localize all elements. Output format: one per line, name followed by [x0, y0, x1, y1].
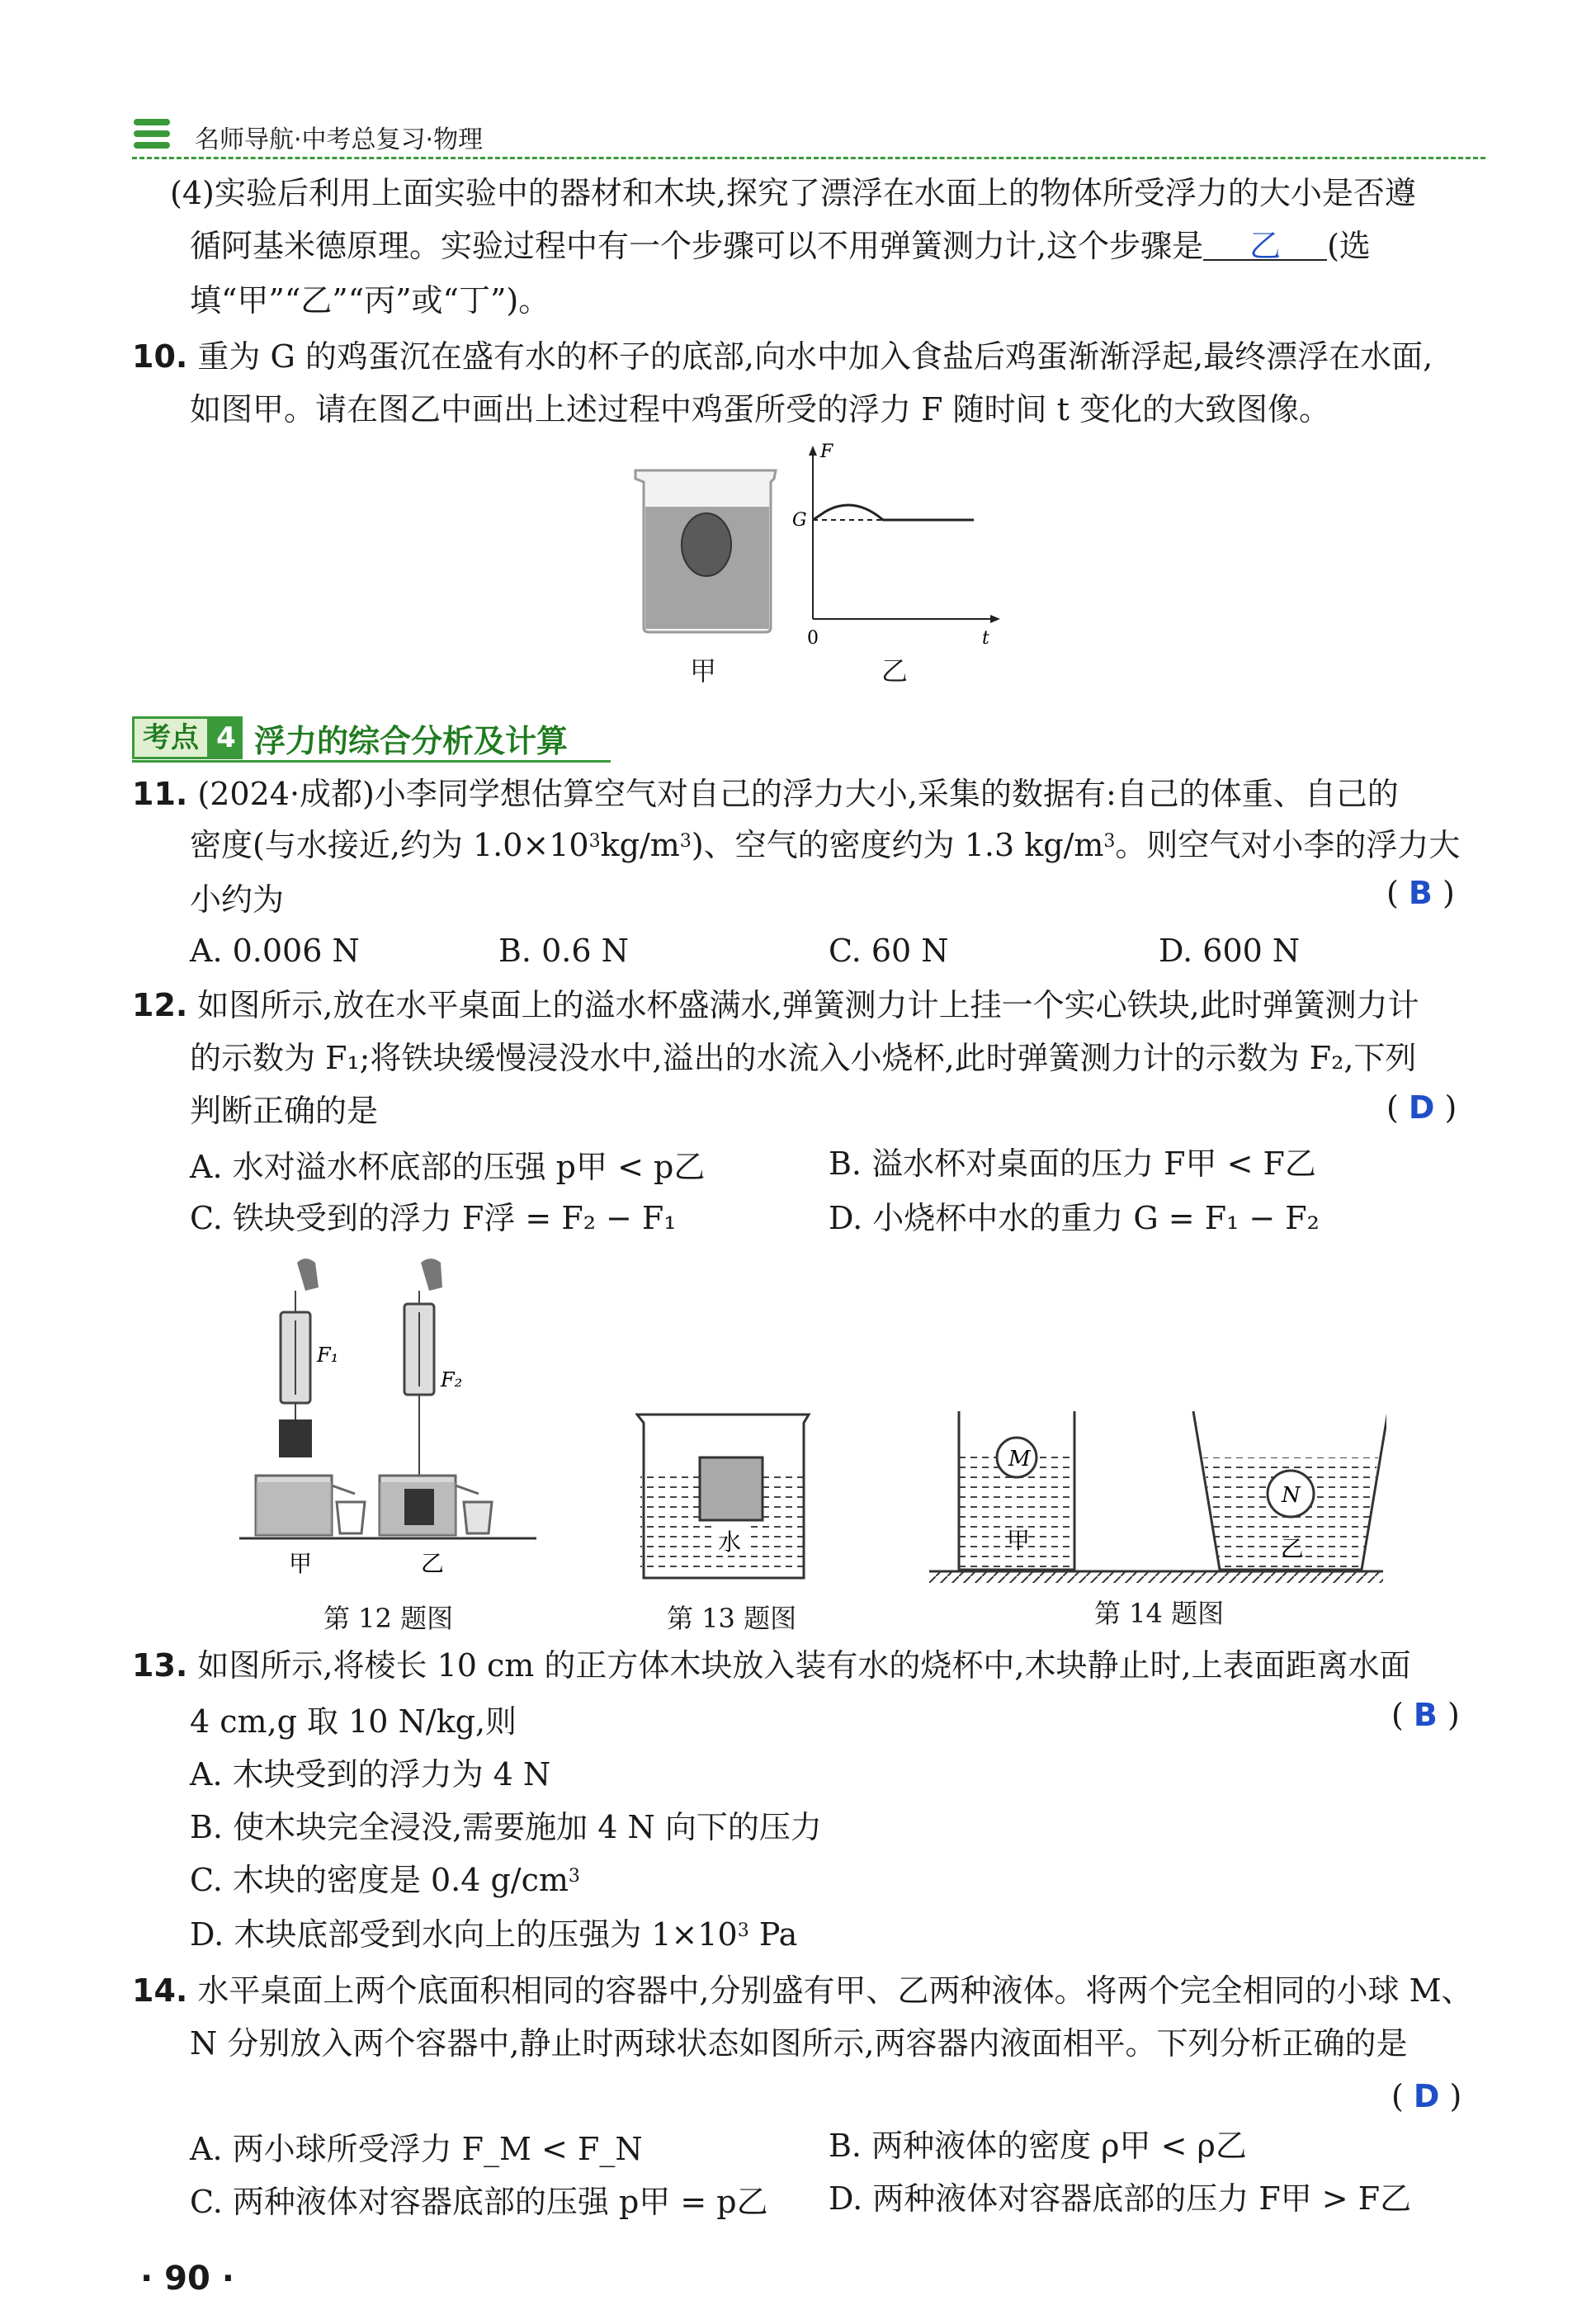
spring-scale-left [279, 1259, 319, 1457]
q13-option-d-text: D. 木块底部受到水向上的压强为 1×10 [190, 1916, 738, 1953]
q11-option-d: D. 600 N [1159, 933, 1301, 969]
q11-sup3: 3 [1103, 831, 1116, 852]
fig14-jia-label: 甲 [1007, 1527, 1031, 1554]
fig12-f2-label: F₂ [441, 1368, 463, 1391]
overflow-cup-right [380, 1476, 492, 1535]
header-logo [132, 116, 173, 154]
q14-line1 [132, 1971, 1473, 2010]
section-underline [132, 760, 611, 763]
q10-line1 [132, 337, 1433, 376]
q14-line2: N 分别放入两个容器中,静止时两球状态如图所示,两容器内液面相平。下列分析正确的是 [190, 2025, 1408, 2062]
axis-t-label: t [982, 628, 989, 649]
fig13-caption: 第 13 题图 [667, 1603, 797, 1634]
page-number: · 90 · [140, 2260, 234, 2298]
q11-line3: 小约为 [190, 881, 285, 918]
q14-option-d: D. 两种液体对容器底部的压力 F甲 > F乙 [829, 2180, 1412, 2217]
q11-text2c: )、空气的密度约为 1.3 kg/m [691, 827, 1104, 863]
axis-origin-label: 0 [807, 628, 819, 649]
q13-answer: B [1413, 1697, 1438, 1733]
q9-line1: (4)实验后利用上面实验中的器材和木块,探究了漂浮在水面上的物体所受浮力的大小是否遵 [170, 175, 1416, 211]
q11-answer-bracket: ( B ) [1386, 875, 1455, 911]
q13-answer-bracket: ( B ) [1391, 1697, 1460, 1733]
q12-option-a: A. 水对溢水杯底部的压强 p甲 < p乙 [190, 1149, 706, 1185]
section-title: 浮力的综合分析及计算 [254, 722, 569, 759]
spring-scale-right [404, 1259, 442, 1489]
q13-option-d [190, 1915, 797, 1954]
q9-line2-end: (选 [1327, 228, 1371, 264]
q10-number: 10. [132, 338, 188, 375]
q12-answer-bracket: ( D ) [1386, 1089, 1457, 1126]
q14-option-a: A. 两小球所受浮力 F_M < F_N [190, 2131, 643, 2167]
q9-answer: 乙 [1203, 226, 1327, 261]
q13-option-a: A. 木块受到的浮力为 4 N [190, 1756, 551, 1793]
fig14-m-label: M [1008, 1447, 1031, 1471]
q12-option-d: D. 小烧杯中水的重力 G = F₁ − F₂ [829, 1200, 1320, 1236]
q10-text1: 重为 G 的鸡蛋沉在盛有水的杯子的底部,向水中加入食盐后鸡蛋渐渐浮起,最终漂浮在水面, [197, 338, 1433, 375]
q10-fig-label-yi: 乙 [881, 655, 909, 687]
q11-text2a: 密度(与水接近,约为 1.0×10 [190, 827, 589, 863]
q11-sup2: 3 [679, 831, 692, 852]
header-divider [132, 157, 1485, 159]
q12-line2: 的示数为 F₁;将铁块缓慢浸没水中,溢出的水流入小烧杯,此时弹簧测力计的示数为 F₂,下列 [190, 1040, 1417, 1076]
wood-block [700, 1457, 763, 1520]
q12-text1: 如图所示,放在水平桌面上的溢水杯盛满水,弹簧测力计上挂一个实心铁块,此时弹簧测力计 [197, 987, 1419, 1023]
overflow-cup-left [256, 1476, 365, 1535]
q14-answer: D [1413, 2078, 1440, 2114]
fig14-caption: 第 14 题图 [1094, 1598, 1225, 1629]
q13-number: 13. [132, 1647, 188, 1684]
q12-option-b: B. 溢水杯对桌面的压力 F甲 < F乙 [829, 1145, 1316, 1182]
q11-number: 11. [132, 776, 188, 812]
logo-icon [132, 116, 173, 154]
q13-text1: 如图所示,将棱长 10 cm 的正方体木块放入装有水的烧杯中,木块静止时,上表面距离水面 [197, 1647, 1411, 1684]
q14-answer-bracket: ( D ) [1391, 2078, 1462, 2114]
fig14-yi-label: 乙 [1281, 1535, 1305, 1562]
q14-number: 14. [132, 1972, 188, 2009]
q13-line2: 4 cm,g 取 10 N/kg,则 [190, 1703, 517, 1740]
fig12-jia-label: 甲 [289, 1550, 313, 1577]
q14-figure [924, 1403, 1386, 1585]
q12-line3: 判断正确的是 [190, 1093, 379, 1129]
q10-line2: 如图甲。请在图乙中画出上述过程中鸡蛋所受的浮力 F 随时间 t 变化的大致图像。 [190, 391, 1330, 427]
fig12-caption: 第 12 题图 [323, 1603, 454, 1634]
q11-option-a: A. 0.006 N [190, 933, 360, 969]
q9-line2 [190, 226, 1371, 266]
beaker-with-egg [635, 470, 776, 632]
q11-line2 [190, 825, 1460, 865]
q13-option-c [190, 1860, 580, 1900]
q11-sup1: 3 [588, 831, 601, 852]
axis-f-label: F [820, 442, 833, 462]
q14-option-b: B. 两种液体的密度 ρ甲 < ρ乙 [829, 2128, 1247, 2164]
section-header [132, 716, 568, 759]
q10-fig-label-jia: 甲 [690, 655, 717, 687]
q11-text2b: kg/m [600, 827, 680, 863]
q10-figure [627, 437, 1023, 693]
q12-number: 12. [132, 987, 188, 1023]
q12-line1 [132, 985, 1419, 1025]
q11-option-c: C. 60 N [829, 933, 949, 969]
q13-option-c-text: C. 木块的密度是 0.4 g/cm [190, 1862, 569, 1898]
section-tag: 考点 [132, 716, 210, 759]
q11-line1 [132, 774, 1399, 814]
q9-line3: 填“甲”“乙”“丙”或“丁”)。 [190, 282, 550, 319]
axis-g-label: G [792, 510, 807, 531]
q13-figure [635, 1403, 817, 1585]
fig12-f1-label: F₁ [317, 1344, 339, 1367]
q12-figure [239, 1254, 553, 1585]
q12-option-c: C. 铁块受到的浮力 F浮 = F₂ − F₁ [190, 1200, 677, 1236]
q11-answer: B [1408, 875, 1433, 911]
q13-option-d-sup: 3 [737, 1920, 749, 1941]
f-t-graph [809, 446, 1000, 623]
fig14-n-label: N [1282, 1483, 1301, 1508]
q13-option-d-end: Pa [748, 1916, 798, 1953]
q13-line1 [132, 1646, 1411, 1685]
fig13-water-label: 水 [718, 1528, 742, 1556]
fig12-yi-label: 乙 [421, 1550, 445, 1577]
q12-answer: D [1408, 1089, 1435, 1126]
q14-text1: 水平桌面上两个底面积相同的容器中,分别盛有甲、乙两种液体。将两个完全相同的小球 M、 [197, 1972, 1473, 2009]
q14-option-c: C. 两种液体对容器底部的压强 p甲 = p乙 [190, 2184, 768, 2220]
q13-option-b: B. 使木块完全浸没,需要施加 4 N 向下的压力 [190, 1809, 822, 1845]
section-number: 4 [210, 716, 243, 759]
q11-text1: (2024·成都)小李同学想估算空气对自己的浮力大小,采集的数据有:自己的体重、自己的 [197, 776, 1399, 812]
q13-option-c-sup: 3 [568, 1866, 580, 1887]
q9-line2-text: 循阿基米德原理。实验过程中有一个步骤可以不用弹簧测力计,这个步骤是 [190, 228, 1204, 264]
q11-text2d: 。则空气对小李的浮力大 [1115, 827, 1461, 863]
header-title: 名师导航·中考总复习·物理 [195, 125, 484, 154]
q11-option-b: B. 0.6 N [498, 933, 629, 969]
